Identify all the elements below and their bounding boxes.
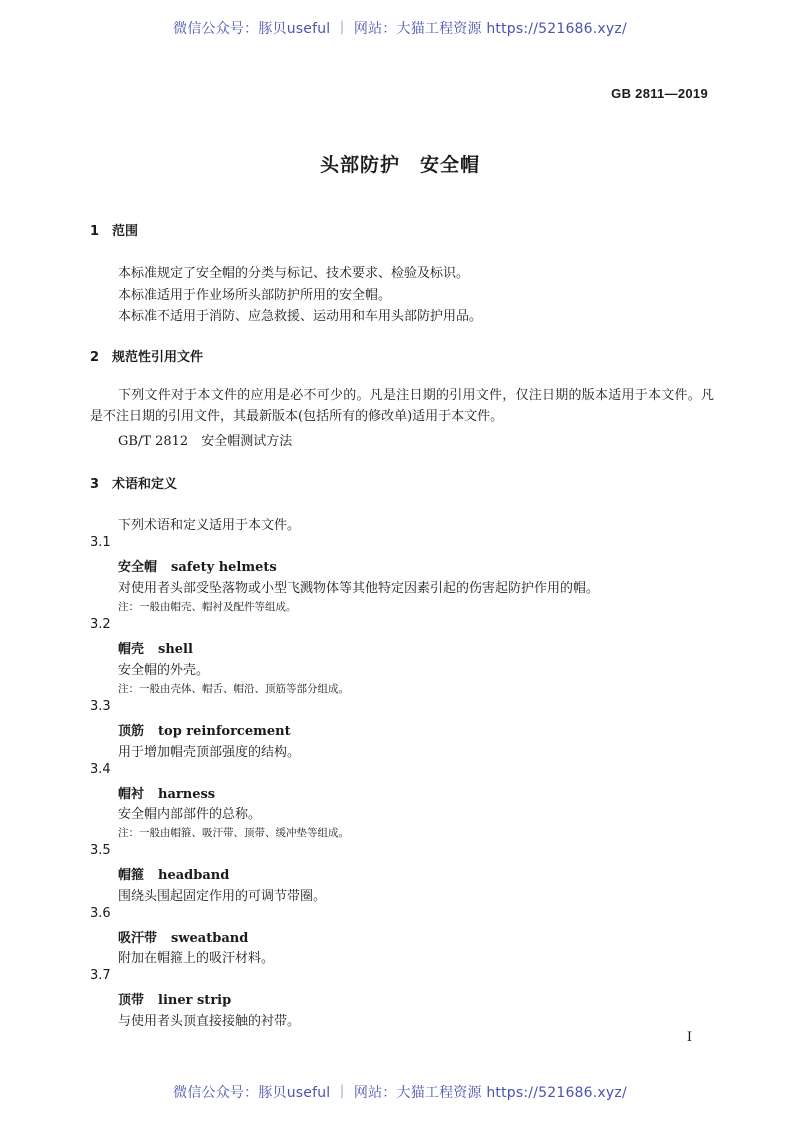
term-zh: 帽衬 [118, 787, 145, 802]
scope-paragraph-3: 本标准不适用于消防、应急救援、运动用和车用头部防护用品。 [118, 309, 483, 324]
term-zh: 吸汗带 [118, 931, 158, 946]
term-heading [118, 720, 291, 739]
term-heading [118, 927, 248, 946]
term-heading [118, 556, 277, 575]
term-zh: 帽壳 [118, 642, 145, 657]
scope-paragraph-1: 本标准规定了安全帽的分类与标记、技术要求、检验及标识。 [118, 266, 470, 281]
term-number: 3.7 [90, 968, 111, 983]
term-number: 3.5 [90, 843, 111, 858]
term-en: shell [158, 642, 193, 657]
term-number: 3.2 [90, 617, 111, 632]
term-note: 注：一般由帽箍、吸汗带、顶带、缓冲垫等组成。 [118, 827, 349, 839]
watermark-banner-top: 微信公众号：豚贝useful ｜ 网站：大猫工程资源 https://521686.xyz/ [173, 21, 627, 37]
term-number: 3.4 [90, 762, 111, 777]
section-3-heading: 3 术语和定义 [90, 477, 178, 492]
term-en: harness [158, 787, 216, 802]
term-en: top reinforcement [158, 724, 291, 739]
term-heading [118, 638, 193, 657]
term-heading [118, 783, 215, 802]
term-en: safety helmets [171, 560, 277, 575]
term-en: liner strip [158, 993, 232, 1008]
term-number: 3.3 [90, 699, 111, 714]
section-2-heading: 2 规范性引用文件 [90, 350, 204, 365]
terms-intro: 下列术语和定义适用于本文件。 [118, 518, 301, 533]
normative-references-paragraph: 下列文件对于本文件的应用是必不可少的。凡是注日期的引用文件，仅注日期的版本适用于本文件。凡是不注日期的引用文件，其最新版本(包括所有的修改单)适用于本文件。 [90, 388, 714, 424]
term-number: 3.6 [90, 906, 111, 921]
term-zh: 帽箍 [118, 868, 145, 883]
term-note: 注：一般由壳体、帽舌、帽沿、顶筋等部分组成。 [118, 683, 349, 695]
term-definition: 与使用者头顶直接接触的衬带。 [118, 1014, 301, 1029]
scope-paragraph-2: 本标准适用于作业场所头部防护所用的安全帽。 [118, 288, 392, 303]
reference-item: GB/T 2812 安全帽测试方法 [118, 434, 293, 449]
term-en: sweatband [171, 931, 249, 946]
section-1-heading: 1 范围 [90, 224, 139, 239]
term-definition: 对使用者头部受坠落物或小型飞溅物体等其他特定因素引起的伤害起防护作用的帽。 [118, 581, 600, 596]
term-zh: 安全帽 [118, 560, 158, 575]
term-definition: 围绕头围起固定作用的可调节带圈。 [118, 889, 327, 904]
term-en: headband [158, 868, 230, 883]
term-heading [118, 989, 231, 1008]
term-zh: 顶带 [118, 993, 145, 1008]
term-definition: 附加在帽箍上的吸汗材料。 [118, 951, 275, 966]
standard-number: GB 2811—2019 [611, 86, 708, 101]
term-number: 3.1 [90, 535, 111, 550]
document-title: 头部防护 安全帽 [319, 154, 480, 176]
term-note: 注：一般由帽壳、帽衬及配件等组成。 [118, 601, 297, 613]
term-zh: 顶筋 [118, 724, 145, 739]
term-definition: 安全帽内部部件的总称。 [118, 807, 262, 822]
term-definition: 用于增加帽壳顶部强度的结构。 [118, 745, 301, 760]
watermark-banner-bottom: 微信公众号：豚贝useful ｜ 网站：大猫工程资源 https://521686.xyz/ [173, 1085, 627, 1101]
term-heading [118, 864, 229, 883]
term-definition: 安全帽的外壳。 [118, 663, 210, 678]
page-number: I [686, 1030, 692, 1045]
